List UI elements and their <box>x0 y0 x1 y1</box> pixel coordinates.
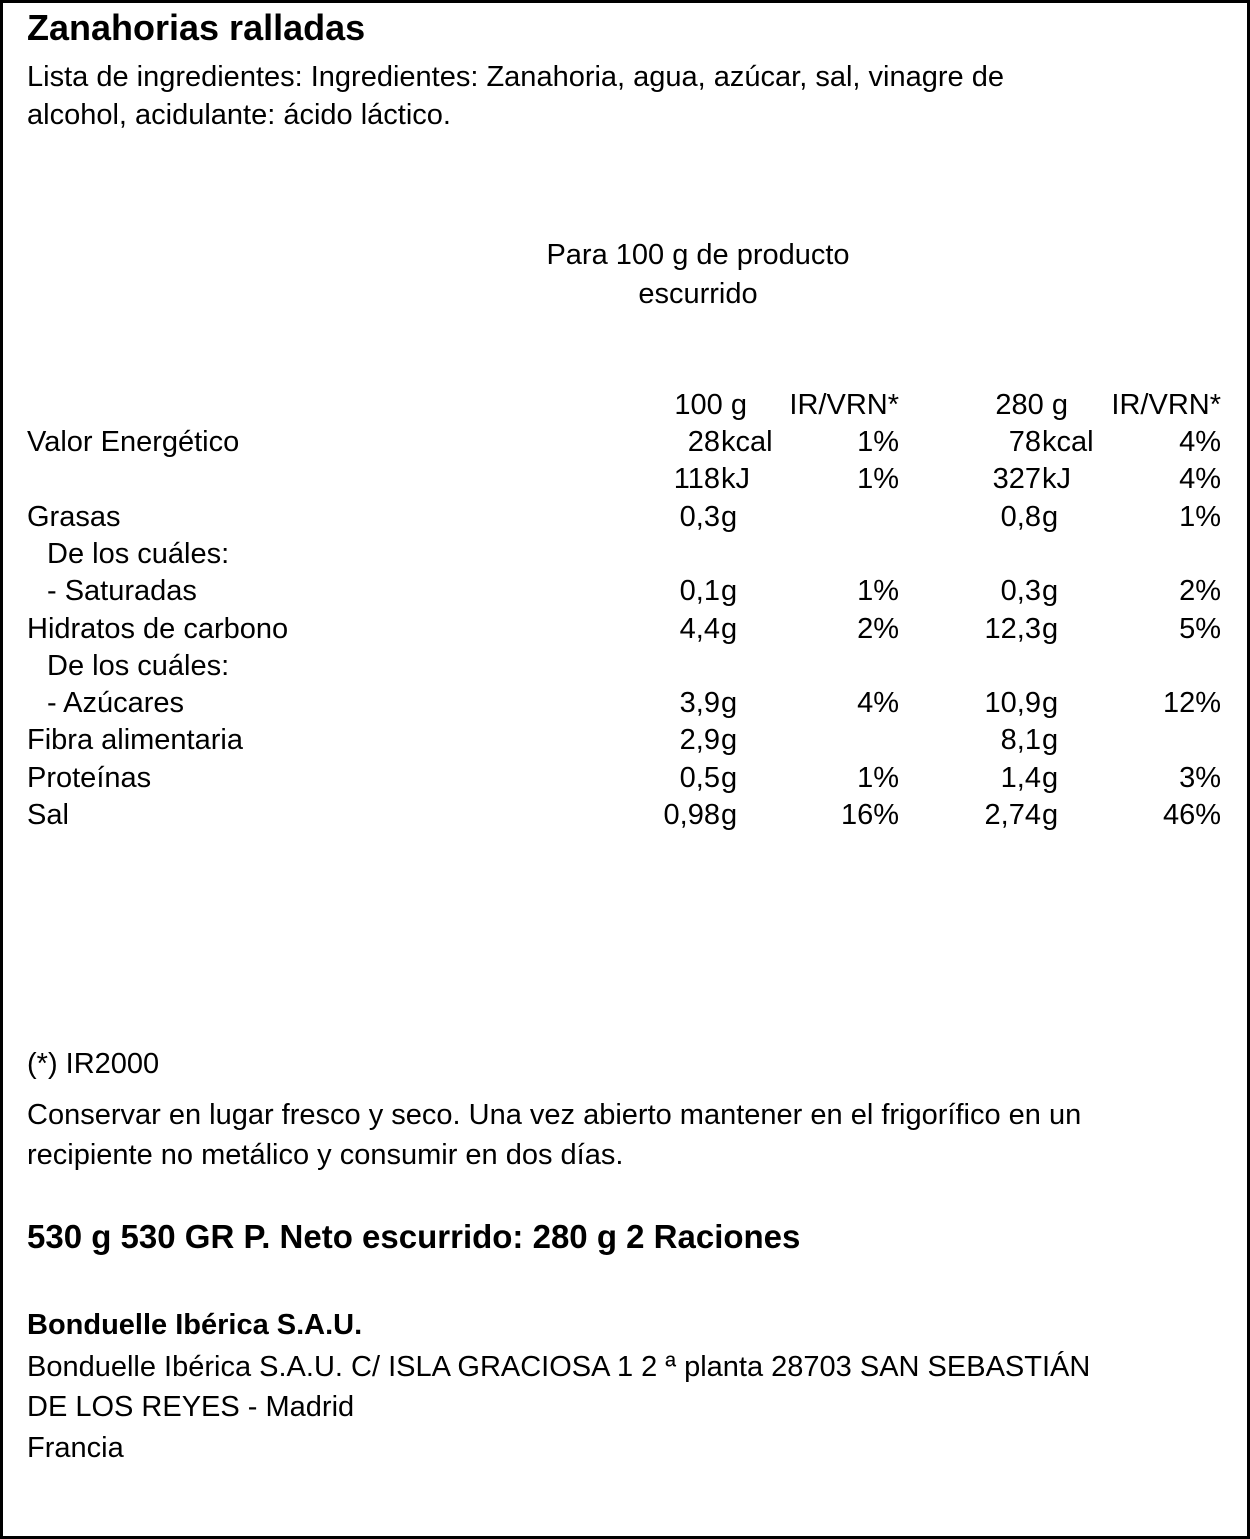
nutrient-label: Sal <box>27 799 69 831</box>
nutrient-label: De los cuáles: <box>47 538 230 570</box>
value-100g: 0,1 <box>679 575 720 607</box>
company-address-line-2: DE LOS REYES - Madrid <box>27 1391 355 1423</box>
value-280g: 8,1 <box>1000 724 1041 756</box>
unit-280g: kJ <box>1042 463 1071 495</box>
unit-100g: g <box>721 687 738 719</box>
header-280g: 280 g <box>995 389 1068 421</box>
value-100g: 2,9 <box>679 724 720 756</box>
ir-280g: 4% <box>1179 426 1221 458</box>
unit-280g: g <box>1042 687 1059 719</box>
value-100g: 0,5 <box>679 762 720 794</box>
nutrition-basis-line-1: Para 100 g de producto <box>546 239 850 271</box>
nutrient-label: Hidratos de carbono <box>27 613 289 645</box>
unit-100g: g <box>721 762 738 794</box>
footnote: (*) IR2000 <box>27 1048 160 1080</box>
unit-100g: kcal <box>721 426 773 458</box>
value-280g: 78 <box>1008 426 1041 458</box>
unit-100g: kJ <box>721 463 750 495</box>
nutrient-label: - Azúcares <box>47 687 184 719</box>
ir-100g: 1% <box>857 463 899 495</box>
header-ir-280g: IR/VRN* <box>1111 389 1221 421</box>
value-280g: 0,3 <box>1000 575 1041 607</box>
company-name: Bonduelle Ibérica S.A.U. <box>27 1309 363 1341</box>
ir-280g: 5% <box>1179 613 1221 645</box>
ir-280g: 12% <box>1162 687 1221 719</box>
unit-100g: g <box>721 575 738 607</box>
header-100g: 100 g <box>674 389 747 421</box>
value-280g: 12,3 <box>984 613 1041 645</box>
value-280g: 327 <box>992 463 1041 495</box>
value-100g: 4,4 <box>679 613 720 645</box>
value-100g: 0,98 <box>663 799 720 831</box>
value-100g: 118 <box>673 463 720 495</box>
nutrient-label: Grasas <box>27 501 121 533</box>
unit-100g: g <box>721 613 738 645</box>
unit-280g: kcal <box>1042 426 1094 458</box>
ir-100g: 1% <box>857 426 899 458</box>
unit-280g: g <box>1042 724 1059 756</box>
unit-280g: g <box>1042 501 1059 533</box>
unit-280g: g <box>1042 613 1059 645</box>
unit-280g: g <box>1042 762 1059 794</box>
ir-280g: 46% <box>1162 799 1221 831</box>
value-100g: 0,3 <box>679 501 720 533</box>
company-country: Francia <box>27 1432 124 1464</box>
nutrient-label: - Saturadas <box>47 575 197 607</box>
value-100g: 28 <box>687 426 720 458</box>
nutrient-label: Fibra alimentaria <box>27 724 243 756</box>
nutrient-label: Proteínas <box>27 762 152 794</box>
value-280g: 10,9 <box>984 687 1041 719</box>
nutrition-basis-line-2: escurrido <box>638 278 758 310</box>
nutrient-label: De los cuáles: <box>47 650 230 682</box>
ir-100g: 16% <box>840 799 899 831</box>
value-100g: 3,9 <box>679 687 720 719</box>
ir-100g: 1% <box>857 762 899 794</box>
ir-100g: 2% <box>857 613 899 645</box>
value-280g: 2,74 <box>984 799 1041 831</box>
ir-100g: 1% <box>857 575 899 607</box>
unit-100g: g <box>721 501 738 533</box>
ingredients-line-1: Lista de ingredientes: Ingredientes: Zanahoria, agua, azúcar, sal, vinagre de <box>27 61 1004 93</box>
ir-280g: 4% <box>1179 463 1221 495</box>
value-280g: 0,8 <box>1000 501 1041 533</box>
nutrient-label: Valor Energético <box>27 426 240 458</box>
unit-100g: g <box>721 799 738 831</box>
ir-280g: 1% <box>1179 501 1221 533</box>
company-address-line-1: Bonduelle Ibérica S.A.U. C/ ISLA GRACIOSA 1 2 ª planta 28703 SAN SEBASTIÁN <box>27 1351 1091 1383</box>
unit-280g: g <box>1042 799 1059 831</box>
unit-100g: g <box>721 724 738 756</box>
product-title: Zanahorias ralladas <box>27 7 366 48</box>
storage-line-2: recipiente no metálico y consumir en dos días. <box>27 1139 624 1171</box>
value-280g: 1,4 <box>1000 762 1041 794</box>
ingredients-line-2: alcohol, acidulante: ácido láctico. <box>27 99 451 131</box>
storage-line-1: Conservar en lugar fresco y seco. Una vez abierto mantener en el frigorífico en un <box>27 1099 1082 1131</box>
unit-280g: g <box>1042 575 1059 607</box>
ir-100g: 4% <box>857 687 899 719</box>
header-ir-100g: IR/VRN* <box>789 389 899 421</box>
net-weight: 530 g 530 GR P. Neto escurrido: 280 g 2 Raciones <box>27 1218 801 1255</box>
ir-280g: 2% <box>1179 575 1221 607</box>
ir-280g: 3% <box>1179 762 1221 794</box>
